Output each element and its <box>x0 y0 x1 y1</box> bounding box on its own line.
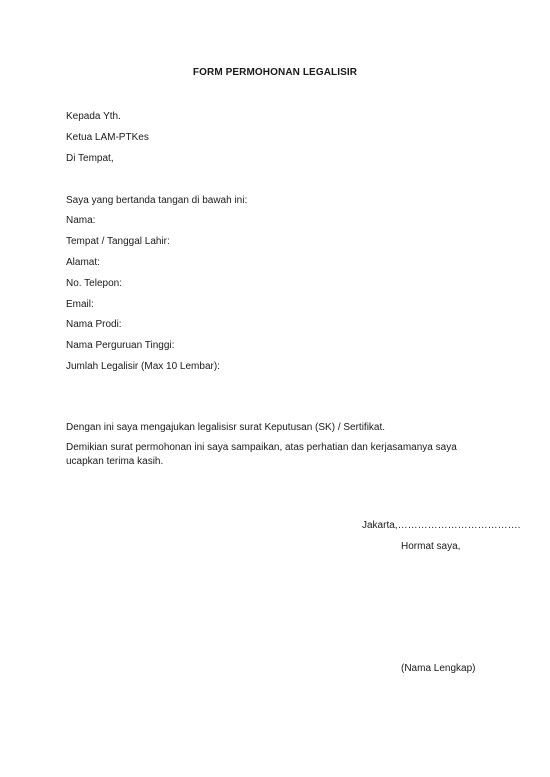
intro-text: Saya yang bertanda tangan di bawah ini: <box>66 195 248 206</box>
closing-regards: Hormat saya, <box>401 541 461 552</box>
field-nama: Nama: <box>66 215 96 226</box>
place-date: Jakarta,………………………………. <box>362 520 521 531</box>
field-perguruan-tinggi: Nama Perguruan Tinggi: <box>66 340 175 351</box>
document-title: FORM PERMOHONAN LEGALISIR <box>192 67 358 78</box>
body-paragraph-1: Dengan ini saya mengajukan legalisisr surat Keputusan (SK) / Sertifikat. <box>66 422 386 433</box>
recipient-line-3: Di Tempat, <box>66 153 114 164</box>
recipient-line-2: Ketua LAM-PTKes <box>66 132 149 143</box>
field-nama-prodi: Nama Prodi: <box>66 319 122 330</box>
field-email: Email: <box>66 299 94 310</box>
field-jumlah-legalisir: Jumlah Legalisir (Max 10 Lembar): <box>66 361 220 372</box>
signature-name: (Nama Lengkap) <box>401 663 476 674</box>
field-telepon: No. Telepon: <box>66 278 122 289</box>
body-paragraph-2: Demikian surat permohonan ini saya sampaikan, atas perhatian dan kerjasamanya saya ucapkan terima kasih. <box>66 442 457 467</box>
recipient-line-1: Kepada Yth. <box>66 111 121 122</box>
field-tempat-tanggal-lahir: Tempat / Tanggal Lahir: <box>66 236 170 247</box>
field-alamat: Alamat: <box>66 257 100 268</box>
